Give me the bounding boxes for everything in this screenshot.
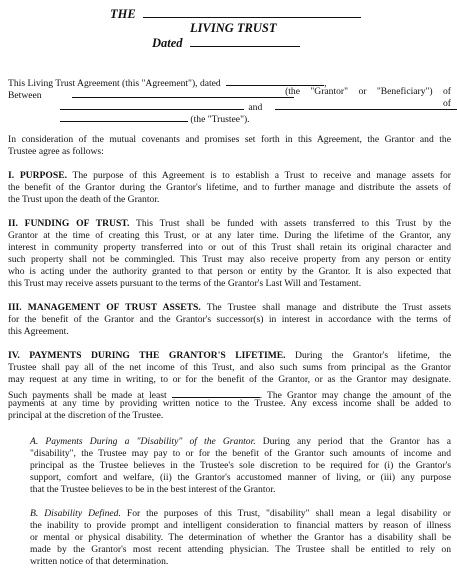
funding-text: This Trust shall be funded with assets transferred to this Trust by the xyxy=(129,218,451,229)
management-line: this Agreement. xyxy=(8,326,69,337)
funding-heading: II. FUNDING OF TRUST. xyxy=(8,218,130,229)
sub-a-heading: A. Payments During a "Disability" of the Grantor. xyxy=(30,436,256,447)
management-line: for the benefit of the Grantor and the Grantor's successor(s) in interest in accordance with the terms of xyxy=(8,314,451,325)
sub-b-line: or mental or physical disability. The determination of whether the Grantor has a disability shall be xyxy=(30,532,451,543)
sub-a-line: principal as the Trustee believes in the Trustee's sole discretion to be required for (i) the Grantor's xyxy=(30,460,451,471)
sub-b-text: For the purposes of this Trust, "disability" shall mean a legal disability or xyxy=(120,508,451,519)
intro-between: Between xyxy=(8,90,42,101)
payments-heading: IV. PAYMENTS DURING THE GRANTOR'S LIFETIME. xyxy=(8,350,286,361)
sub-b-line: the inability to provide prompt and intelligent consideration to financial matters by reason of illness xyxy=(30,520,451,531)
purpose-text: The purpose of this Agreement is to establish a Trust to receive and manage assets for xyxy=(67,170,451,181)
sub-a-line xyxy=(30,436,451,448)
dated-blank[interactable] xyxy=(190,35,300,47)
header-living-trust: LIVING TRUST xyxy=(190,21,277,35)
sub-a-line: that the Trustee believes to be in the best interest of the Grantor. xyxy=(30,484,276,495)
section-management xyxy=(8,302,451,338)
funding-line: Grantor at the time of creating this Trust, or at any later time. During the lifetime of the Grantor, any xyxy=(8,230,451,241)
purpose-line xyxy=(8,170,451,182)
management-line xyxy=(8,302,451,314)
subsection-b xyxy=(30,508,451,568)
sub-b-line xyxy=(30,508,451,520)
intro-line-1 xyxy=(8,74,451,89)
purpose-heading: I. PURPOSE. xyxy=(8,170,67,181)
trust-name-blank[interactable] xyxy=(143,6,361,18)
payments-text: Such payments shall be made at least xyxy=(8,390,167,401)
trustee-name-blank[interactable] xyxy=(275,98,457,110)
consideration-line: Trustee agree as follows: xyxy=(8,146,104,157)
payments-text: . The Grantor may change the amount of the xyxy=(259,390,451,401)
intro-line-2 xyxy=(8,86,451,101)
sub-a-line: "disability", the Trustee may pay to or for the benefit of the Grantor such amounts of income and xyxy=(30,448,451,459)
header-dated-line xyxy=(152,35,300,50)
consideration-paragraph xyxy=(8,134,451,158)
funding-line: who is acting under the authority granted to that person or entity by the Grantor. It is also expected that xyxy=(8,266,451,277)
funding-line: this Trust may receive assets pursuant to the terms of the Grantor's Last Will and Testament. xyxy=(8,278,362,289)
sub-a-line: support, comfort and welfare, (ii) the Grantor's accustomed manner of living, or (iii) any purpose xyxy=(30,472,451,483)
management-heading: III. MANAGEMENT OF TRUST ASSETS. xyxy=(8,302,201,313)
header-the-line xyxy=(110,6,361,21)
intro-of: of xyxy=(443,98,451,109)
subsection-a xyxy=(30,436,451,496)
intro-grantor-label: (the "Grantor" or "Beneficiary") of xyxy=(285,86,451,97)
sub-b-line: made by the Grantor's most recent attending physician. The Trustee shall be entitled to rely on xyxy=(30,544,451,555)
funding-line xyxy=(8,218,451,230)
payments-line xyxy=(8,386,451,401)
grantor-address-blank[interactable] xyxy=(60,98,244,110)
intro-line-3 xyxy=(8,98,451,113)
agreement-date-blank[interactable] xyxy=(226,74,324,86)
payments-line: may request at any time in writing, to or for the benefit of the Grantor, or as the Grantor may designate. xyxy=(8,374,451,385)
trustee-address-blank[interactable] xyxy=(60,110,188,122)
purpose-line: the benefit of the Grantor during the Grantor's lifetime, and to further manage and distribute the assets of xyxy=(8,182,451,193)
intro-dated-text: This Living Trust Agreement (this "Agreement"), dated xyxy=(8,78,221,89)
payment-frequency-blank[interactable] xyxy=(172,386,260,398)
grantor-name-blank[interactable] xyxy=(72,86,294,98)
section-payments xyxy=(8,350,451,422)
sub-b-heading: B. Disability Defined. xyxy=(30,508,121,519)
section-purpose xyxy=(8,170,451,206)
payments-line xyxy=(8,350,451,362)
intro-and: and xyxy=(248,102,263,113)
consideration-line: In consideration of the mutual covenants and promises set forth in this Agreement, the Grantor and the xyxy=(8,134,451,145)
funding-line: interest in community property transferred into or out of this Trust shall retain its original character and xyxy=(8,242,451,253)
header-the: THE xyxy=(110,7,136,21)
payments-text: During the Grantor's lifetime, the xyxy=(285,350,451,361)
payments-line: principal at the discretion of the Trustee. xyxy=(8,410,164,421)
intro-comma: , xyxy=(324,78,327,89)
intro-trustee-label: (the "Trustee"). xyxy=(190,114,250,125)
management-text: The Trustee shall manage and distribute the Trust assets xyxy=(200,302,451,313)
intro-line-4 xyxy=(8,110,451,125)
payments-line: payments at any time by providing written notice to the Trustee. Any excess income shall be added to xyxy=(8,398,451,409)
funding-line: such property shall not be commingled. This Trust may also receive property from any person or entity xyxy=(8,254,451,265)
section-funding xyxy=(8,218,451,290)
sub-a-text: During any period that the Grantor has a xyxy=(255,436,451,447)
payments-line: Trustee shall pay all of the net income of this Trust, and also such sums from principal as the Grantor xyxy=(8,362,451,373)
header-dated: Dated xyxy=(152,36,183,50)
sub-b-line: written notice of that determination. xyxy=(30,556,169,567)
purpose-line: the Trust upon the death of the Grantor. xyxy=(8,194,160,205)
